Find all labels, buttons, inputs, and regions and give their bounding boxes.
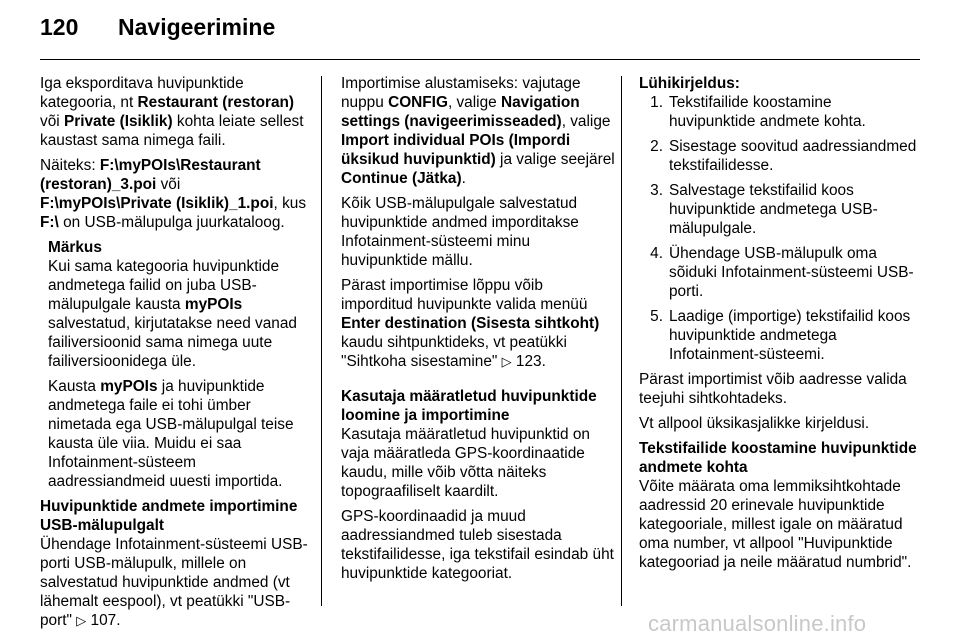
paragraph: GPS-koordinaadid ja muud aadressiandmed tuleb sisestada tekstifailidesse, iga tekstifail esindab üht huvipunktide kategooriat. xyxy=(341,508,614,582)
list-item: 1. Tekstifailide koostamine huvipunktide andmete kohta. xyxy=(650,94,866,130)
column-divider xyxy=(321,76,322,606)
summary-title: Lühikirjeldus: xyxy=(639,75,740,92)
arrow-reference-icon: ▷ xyxy=(501,354,512,369)
paragraph: Iga eksporditava huvipunktide kategooria, nt Restaurant (restoran) või Private (Isiklik) kohta leiate sellest kaustast sama nimega faili. xyxy=(40,75,304,149)
paragraph: Ühendage Infotainment-süsteemi USB-porti USB-mälupulk, millele on salvestatud huvipunktide andmed (vt lähemalt eespool), vt peatükki "USB-port" ▷ 107. xyxy=(40,536,308,629)
paragraph: Kasutaja määratletud huvipunktid on vaja määratleda GPS-koordinaatide kaudu, mille võib võtta näiteks topograafiliselt kaardilt. xyxy=(341,426,590,500)
column-divider xyxy=(621,76,622,606)
note-paragraph: Kui sama kategooria huvipunktide andmetega failid on juba USB-mälupulgale kausta myPOIs salvestatud, kirjutatakse need vanad failiversioonid sama nimega uute failiversioonidega üle. xyxy=(48,258,297,370)
list-item: 2. Sisestage soovitud aadressiandmed tekstifailidesse. xyxy=(650,138,917,174)
paragraph: Näiteks: F:\myPOIs\Restaurant (restoran)_3.poi või F:\myPOIs\Private (Isiklik)_1.poi, kus F:\ on USB-mälupulga juurkataloog. xyxy=(40,157,307,231)
steps-list xyxy=(639,93,919,364)
paragraph: Võite määrata oma lemmiksihtkohtade aadressid 20 erinevale huvipunktide kategooriale, millest igale on määratud oma number, vt allpool "Huvipunktide kategooriad ja neile määratud numbrid". xyxy=(639,478,912,571)
paragraph: Vt allpool üksikasjalikke kirjeldusi. xyxy=(639,415,870,432)
list-item: 4. Ühendage USB-mälupulk oma sõiduki Infotainment-süsteemi USB-porti. xyxy=(650,245,914,300)
list-item: 3. Salvestage tekstifailid koos huvipunktide andmetega USB-mälupulgale. xyxy=(650,182,878,237)
header-rule xyxy=(40,59,920,60)
watermark: carmanualsonline.info xyxy=(648,611,867,636)
note-title: Märkus xyxy=(48,239,102,256)
column-2 xyxy=(341,74,615,589)
arrow-reference-icon: ▷ xyxy=(76,613,87,628)
section-heading: Huvipunktide andmete importimine USB-mälupulgalt xyxy=(40,498,298,534)
note-paragraph: Kausta myPOIs ja huvipunktide andmetega faile ei tohi ümber nimetada ega USB-mälupulgal teise kausta üle viia. Muidu ei saa Infotainment-süsteem aadressiandmeid uuesti importida. xyxy=(48,378,294,490)
paragraph: Pärast importimist võib aadresse valida teejuhi sihtkohtadeks. xyxy=(639,371,907,407)
note-box xyxy=(40,238,312,491)
paragraph: Pärast importimise lõppu võib imporditud huvipunkte valida menüü Enter destination (Sisesta sihtkoht) kaudu sihtpunktideks, vt peatükki "Sihtkoha sisestamine" ▷ 123. xyxy=(341,277,600,370)
section-heading: Tekstifailide koostamine huvipunktide andmete kohta xyxy=(639,440,917,476)
list-item: 5. Laadige (importige) tekstifailid koos huvipunktide andmetega Infotainment-süsteemi. xyxy=(650,308,911,363)
section-heading: Kasutaja määratletud huvipunktide loomine ja importimine xyxy=(341,388,597,424)
column-3 xyxy=(639,74,919,578)
page-number: 120 xyxy=(40,14,79,40)
page-title: Navigeerimine xyxy=(118,14,276,40)
column-1 xyxy=(40,74,312,636)
paragraph: Kõik USB-mälupulgale salvestatud huvipunktide andmed imporditakse Infotainment-süsteemi minu huvipunktide mällu. xyxy=(341,195,579,269)
paragraph: Importimise alustamiseks: vajutage nuppu CONFIG, valige Navigation settings (navigeerimisseaded), valige Import individual POIs (Impordi üksikud huvipunktid) ja valige seejärel Continue (Jätka). xyxy=(341,75,615,187)
